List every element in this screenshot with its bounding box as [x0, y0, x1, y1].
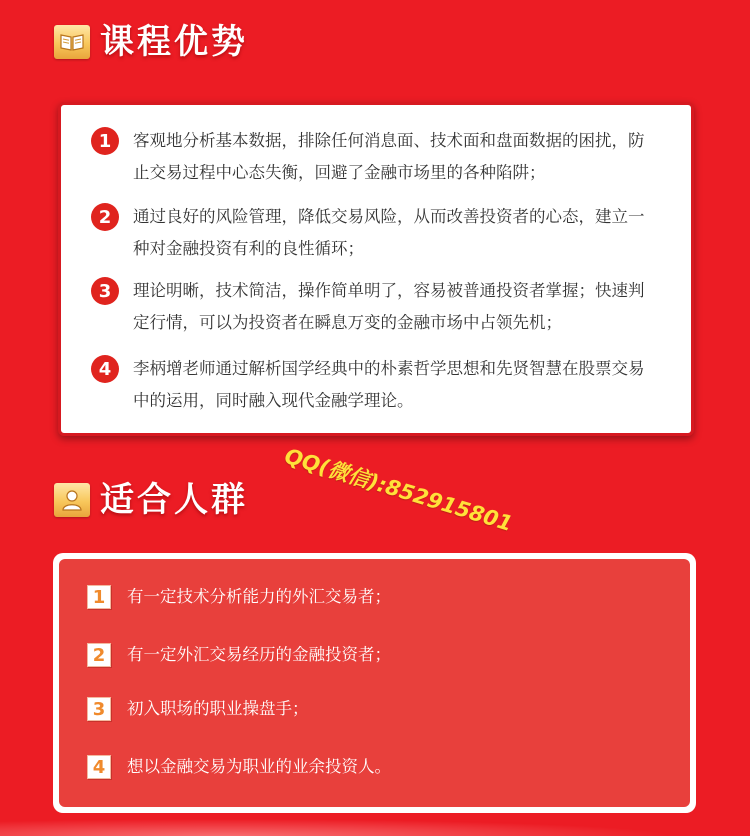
audience-text: 有一定技术分析能力的外汇交易者；	[127, 587, 391, 606]
advantage-line: 定行情，可以为投资者在瞬息万变的金融市场中占领先机；	[133, 313, 562, 332]
advantage-item	[91, 127, 681, 189]
advantage-item	[91, 203, 681, 265]
audience-card-inner	[59, 559, 690, 807]
advantages-card	[58, 102, 694, 436]
qq-watermark: QQ(微信):852915801	[281, 443, 516, 537]
audience-text: 想以金融交易为职业的业余投资人。	[127, 757, 391, 776]
audience-text: 初入职场的职业操盘手；	[127, 699, 309, 718]
number-badge: 1	[87, 585, 111, 609]
audience-item	[87, 755, 391, 779]
advantage-text	[133, 275, 645, 339]
number-badge: 1	[91, 127, 119, 155]
bottom-glow	[0, 816, 750, 836]
audience-card	[53, 553, 696, 813]
advantage-item	[91, 355, 681, 417]
number-badge: 3	[87, 697, 111, 721]
audience-text: 有一定外汇交易经历的金融投资者；	[127, 645, 391, 664]
number-badge: 2	[91, 203, 119, 231]
audience-item	[87, 585, 391, 609]
advantage-item	[91, 277, 681, 339]
advantage-text	[133, 353, 645, 417]
audience-header	[54, 480, 248, 520]
advantage-line: 李柄增老师通过解析国学经典中的朴素哲学思想和先贤智慧在股票交易	[133, 359, 645, 378]
book-icon	[54, 25, 90, 59]
number-badge: 4	[87, 755, 111, 779]
advantage-line: 止交易过程中心态失衡，回避了金融市场里的各种陷阱；	[133, 163, 546, 182]
advantages-title: 课程优势	[100, 22, 248, 62]
number-badge: 2	[87, 643, 111, 667]
audience-item	[87, 643, 391, 667]
advantage-line: 种对金融投资有利的良性循环；	[133, 239, 364, 258]
audience-title: 适合人群	[100, 480, 248, 520]
advantage-text	[133, 201, 645, 265]
advantage-line: 客观地分析基本数据，排除任何消息面、技术面和盘面数据的困扰，防	[133, 131, 645, 150]
advantages-header	[54, 22, 248, 62]
number-badge: 3	[91, 277, 119, 305]
audience-item	[87, 697, 309, 721]
person-icon	[54, 483, 90, 517]
advantage-text	[133, 125, 645, 189]
advantage-line: 理论明晰，技术简洁，操作简单明了，容易被普通投资者掌握；快速判	[133, 281, 645, 300]
advantage-line: 通过良好的风险管理，降低交易风险，从而改善投资者的心态，建立一	[133, 207, 645, 226]
number-badge: 4	[91, 355, 119, 383]
advantage-line: 中的运用，同时融入现代金融学理论。	[133, 391, 414, 410]
